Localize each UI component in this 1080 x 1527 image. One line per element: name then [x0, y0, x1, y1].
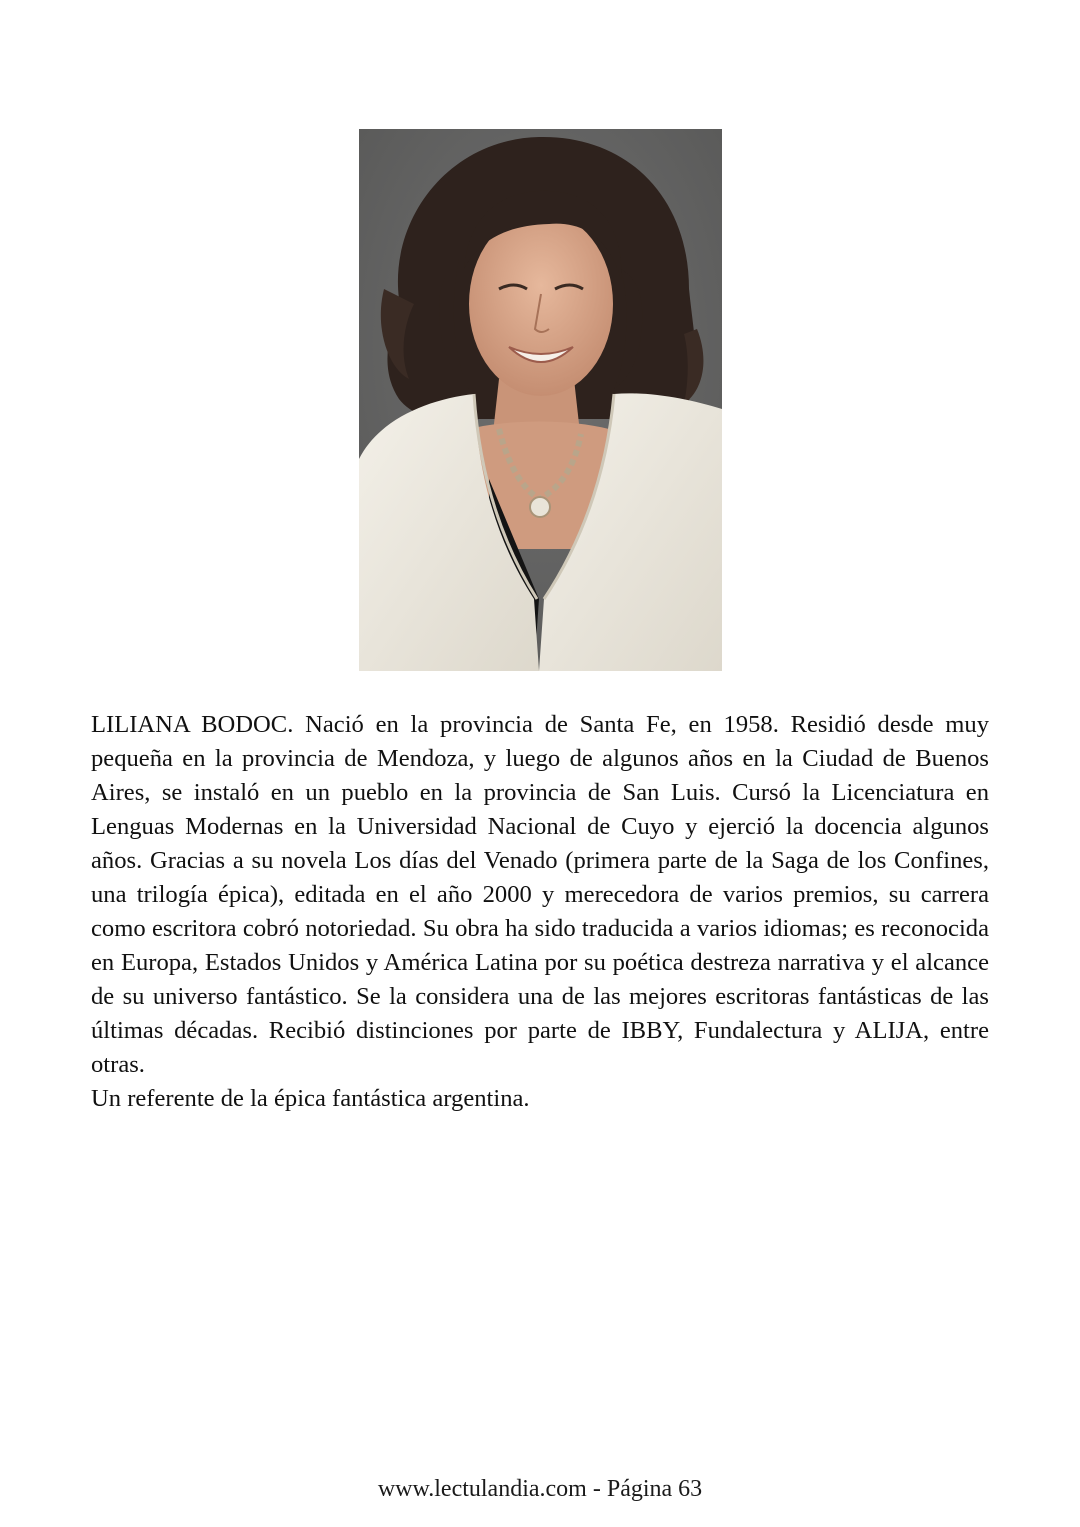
- biography-closing-line: Un referente de la épica fantástica argentina.: [91, 1085, 530, 1112]
- biography-paragraph: LILIANA BODOC. Nació en la provincia de Santa Fe, en 1958. Residió desde muy pequeña en la provincia de Mendoza, y luego de algunos años en la Ciudad de Buenos Aires, se instaló en un pueblo en la provincia de San Luis. Cursó la Licenciatura en Lenguas Modernas en la Universidad Nacional de Cuyo y ejerció la docencia algunos años. Gracias a su novela Los días del Venado (primera parte de la Saga de los Confines, una trilogía épica), editada en el año 2000 y merecedora de varios premios, su carrera como escritora cobró notoriedad. Su obra ha sido traducida a varios idiomas; es reconocida en Europa, Estados Unidos y América Latina por su poética destreza narrativa y el alcance de su universo fantástico. Se la considera una de las mejores escritoras fantásticas de las últimas décadas. Recibió distinciones por parte de IBBY, Fundalectura y ALIJA, entre otras.: [91, 711, 989, 1078]
- page-footer: www.lectulandia.com - Página 63: [377, 1476, 703, 1502]
- author-photo: [359, 129, 722, 671]
- author-biography: [91, 708, 989, 1116]
- portrait-illustration: [359, 129, 722, 671]
